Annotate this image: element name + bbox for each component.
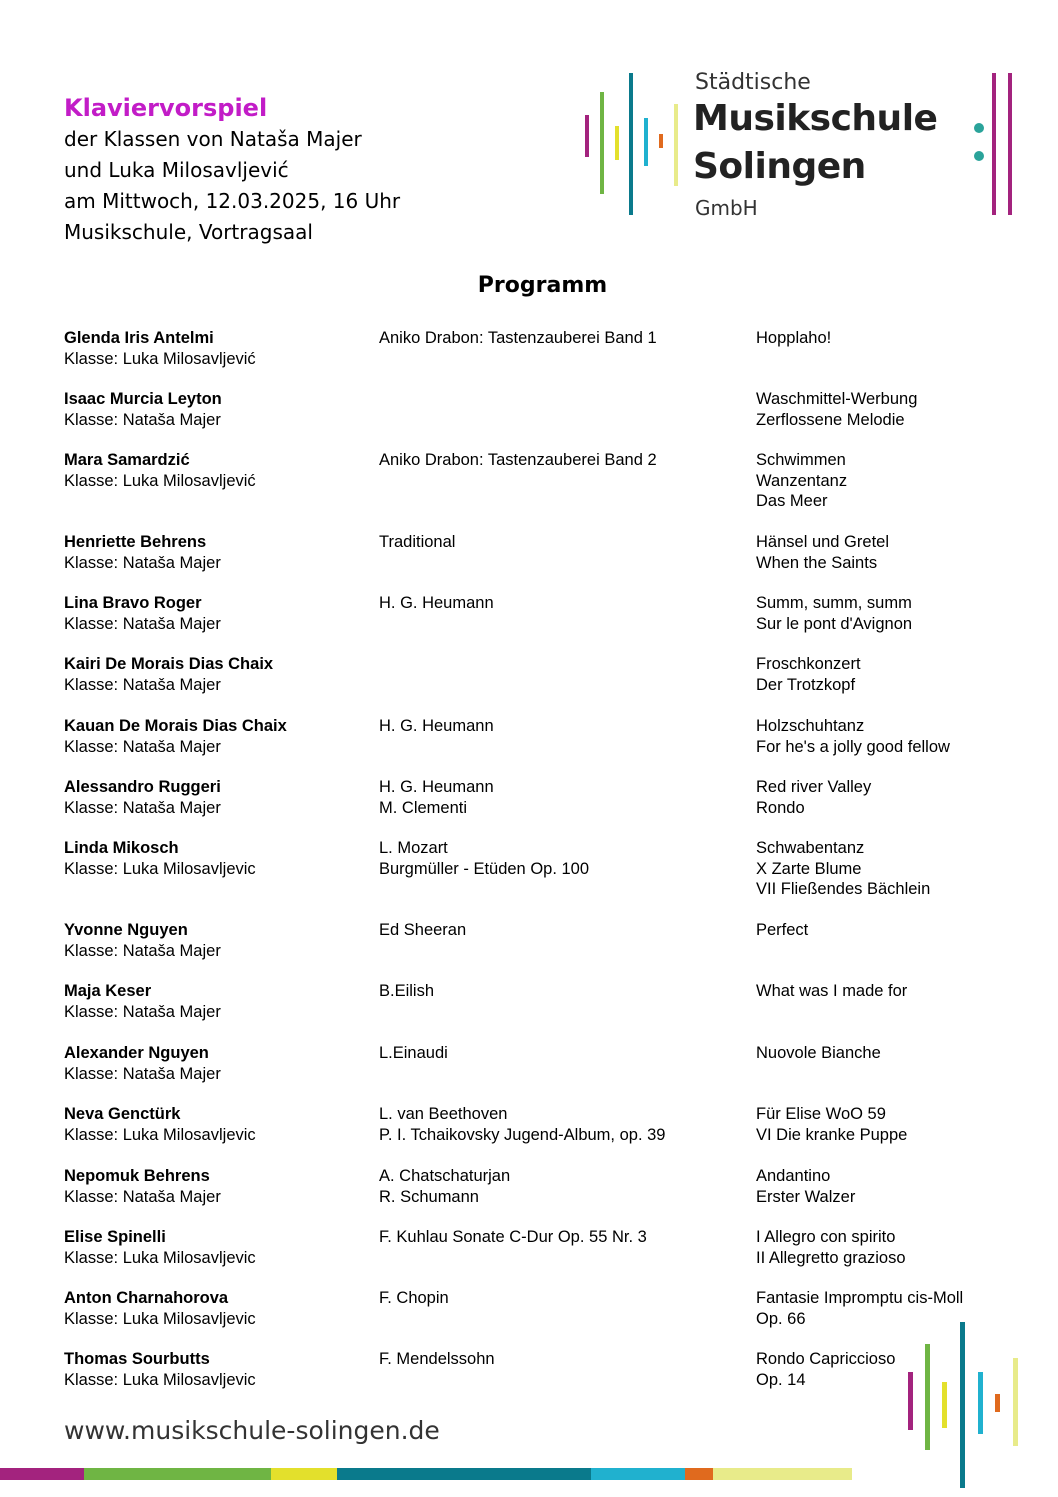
performer-cell [64,654,364,695]
piece-line: VI Die kranke Puppe [756,1125,908,1144]
piece-line: Erster Walzer [756,1187,856,1206]
performer-class: Klasse: Luka Milosavljevic [64,1370,256,1389]
performer-name: Anton Charnahorova [64,1289,229,1307]
header-line-venue: Musikschule, Vortragsaal [64,220,313,244]
composer-cell [379,593,749,614]
program-entry [64,328,1004,369]
piece-line: Waschmittel-Werbung [756,390,918,408]
piece-line: What was I made for [756,982,908,1000]
piece-cell [756,1104,1006,1145]
composer-cell [379,981,749,1002]
program-entry [64,1104,1004,1145]
program-entry [64,532,1004,573]
piece-cell [756,716,1006,757]
program-entry [64,716,1004,757]
composer-line: L. Mozart [379,839,448,857]
performer-class: Klasse: Luka Milosavljevic [64,1248,256,1267]
performer-class: Klasse: Luka Milosavljevic [64,1309,256,1328]
program-entry [64,1288,1004,1329]
performer-class: Klasse: Nataša Majer [64,1002,221,1021]
performer-name: Elise Spinelli [64,1228,166,1246]
piece-cell [756,838,1006,900]
performer-cell [64,1166,364,1207]
piece-line: Op. 66 [756,1309,806,1328]
piece-line: VII Fließendes Bächlein [756,880,931,898]
composer-line: M. Clementi [379,798,468,817]
composer-line: Traditional [379,533,456,551]
header-line-teachers: und Luka Milosavljević [64,158,289,182]
performer-name: Henriette Behrens [64,533,207,551]
composer-line: L. van Beethoven [379,1105,508,1123]
composer-cell [379,777,749,818]
piece-line: Das Meer [756,492,828,510]
performer-name: Isaac Murcia Leyton [64,390,222,408]
composer-line: Ed Sheeran [379,921,467,939]
performer-class: Klasse: Nataša Majer [64,1187,221,1206]
header-line-date: am Mittwoch, 12.03.2025, 16 Uhr [64,189,401,213]
performer-cell [64,1227,364,1268]
piece-line: For he's a jolly good fellow [756,737,950,756]
composer-line: R. Schumann [379,1187,479,1206]
composer-cell [379,716,749,737]
page-title: Klaviervorspiel [64,94,268,122]
program-entry [64,1349,1004,1390]
program-entry [64,1227,1004,1268]
piece-line: Schwabentanz [756,839,865,857]
piece-line: X Zarte Blume [756,859,862,878]
performer-name: Glenda Iris Antelmi [64,329,214,347]
piece-line: Red river Valley [756,778,872,796]
composer-line: Aniko Drabon: Tastenzauberei Band 1 [379,329,657,347]
piece-cell [756,389,1006,430]
performer-cell [64,838,364,879]
performer-class: Klasse: Nataša Majer [64,798,221,817]
performer-cell [64,1288,364,1329]
piece-cell [756,593,1006,634]
piece-cell [756,920,1006,941]
program-entry [64,777,1004,818]
performer-class: Klasse: Nataša Majer [64,553,221,572]
website-url[interactable]: www.musikschule-solingen.de [64,1416,440,1445]
composer-line: P. I. Tchaikovsky Jugend-Album, op. 39 [379,1125,666,1144]
performer-cell [64,328,364,369]
composer-cell [379,920,749,941]
composer-cell [379,328,749,349]
footer-color-bar [0,1468,852,1480]
header [64,92,400,248]
composer-line: F. Chopin [379,1289,449,1307]
program-entry [64,593,1004,634]
composer-cell [379,838,749,879]
performer-name: Neva Genctürk [64,1105,181,1123]
piece-line: Rondo Capriccioso [756,1350,896,1368]
header-line-classes: der Klassen von Nataša Majer [64,127,362,151]
performer-name: Yvonne Nguyen [64,921,188,939]
piece-line: Hopplaho! [756,329,832,347]
program-entry [64,838,1004,900]
composer-cell [379,1227,749,1248]
program-entry [64,1166,1004,1207]
composer-cell [379,1349,749,1370]
performer-name: Alessandro Ruggeri [64,778,221,796]
piece-line: Für Elise WoO 59 [756,1105,886,1123]
piece-line: Op. 14 [756,1370,806,1389]
composer-line: Burgmüller - Etüden Op. 100 [379,859,590,878]
performer-class: Klasse: Luka Milosavljevic [64,859,256,878]
piece-line: II Allegretto grazioso [756,1248,906,1267]
performer-name: Maja Keser [64,982,152,1000]
piece-line: Sur le pont d'Avignon [756,614,913,633]
piece-cell [756,1043,1006,1064]
performer-cell [64,920,364,961]
performer-cell [64,777,364,818]
program-entry [64,920,1004,961]
performer-cell [64,1349,364,1390]
composer-line: H. G. Heumann [379,594,494,612]
performer-cell [64,1043,364,1084]
performer-name: Alexander Nguyen [64,1044,209,1062]
piece-cell [756,450,1006,512]
composer-line: A. Chatschaturjan [379,1167,511,1185]
piece-cell [756,981,1006,1002]
performer-cell [64,593,364,634]
performer-class: Klasse: Nataša Majer [64,614,221,633]
performer-name: Linda Mikosch [64,839,179,857]
performer-cell [64,716,364,757]
composer-line: H. G. Heumann [379,717,494,735]
decorative-bars-icon [900,1320,1030,1490]
piece-line: Nuovole Bianche [756,1044,881,1062]
piece-line: I Allegro con spirito [756,1228,896,1246]
piece-line: Summ, summ, summ [756,594,912,612]
composer-line: F. Mendelssohn [379,1350,495,1368]
piece-line: Rondo [756,798,805,817]
program-entry [64,981,1004,1022]
composer-cell [379,1166,749,1207]
piece-line: Andantino [756,1167,831,1185]
performer-cell [64,981,364,1022]
piece-line: Schwimmen [756,451,846,469]
performer-name: Nepomuk Behrens [64,1167,210,1185]
composer-line: Aniko Drabon: Tastenzauberei Band 2 [379,451,657,469]
piece-line: Hänsel und Gretel [756,533,889,551]
composer-cell [379,450,749,471]
performer-class: Klasse: Luka Milosavljević [64,349,256,368]
piece-cell [756,328,1006,349]
piece-line: Perfect [756,921,809,939]
performer-cell [64,450,364,491]
piece-line: Zerflossene Melodie [756,410,905,429]
musikschule-logo [582,70,1022,220]
performer-class: Klasse: Luka Milosavljevic [64,1125,256,1144]
piece-line: Holzschuhtanz [756,717,865,735]
performer-class: Klasse: Nataša Majer [64,1064,221,1083]
program-entry [64,450,1004,512]
piece-line: Froschkonzert [756,655,861,673]
composer-cell [379,1288,749,1309]
program-entry [64,389,1004,430]
performer-cell [64,1104,364,1145]
composer-line: B.Eilish [379,982,435,1000]
piece-line: Der Trotzkopf [756,675,856,694]
piece-cell [756,532,1006,573]
program-title: Programm [477,273,608,298]
performer-cell [64,532,364,573]
piece-cell [756,654,1006,695]
performer-name: Kauan De Morais Dias Chaix [64,717,287,735]
logo-text-musikschule: Musikschule [693,98,938,139]
composer-line: F. Kuhlau Sonate C-Dur Op. 55 Nr. 3 [379,1228,647,1246]
performer-name: Lina Bravo Roger [64,594,202,612]
composer-cell [379,1104,749,1145]
logo-text-solingen: Solingen [693,146,866,187]
piece-cell [756,1166,1006,1207]
piece-line: Fantasie Impromptu cis-Moll [756,1289,964,1307]
composer-cell [379,532,749,553]
program-entry [64,654,1004,695]
performer-name: Thomas Sourbutts [64,1350,210,1368]
logo-text-gmbh: GmbH [695,196,758,220]
performer-class: Klasse: Nataša Majer [64,410,221,429]
piece-cell [756,1227,1006,1268]
performer-class: Klasse: Nataša Majer [64,675,221,694]
composer-cell [379,1043,749,1064]
performer-class: Klasse: Luka Milosavljević [64,471,256,490]
composer-line: L.Einaudi [379,1044,448,1062]
composer-line: H. G. Heumann [379,778,494,796]
logo-text-staedtische: Städtische [695,70,811,95]
piece-cell [756,777,1006,818]
piece-line: Wanzentanz [756,471,848,490]
performer-cell [64,389,364,430]
program-entry [64,1043,1004,1084]
piece-line: When the Saints [756,553,878,572]
performer-name: Kairi De Morais Dias Chaix [64,655,274,673]
performer-name: Mara Samardzić [64,451,190,469]
performer-class: Klasse: Nataša Majer [64,941,221,960]
performer-class: Klasse: Nataša Majer [64,737,221,756]
